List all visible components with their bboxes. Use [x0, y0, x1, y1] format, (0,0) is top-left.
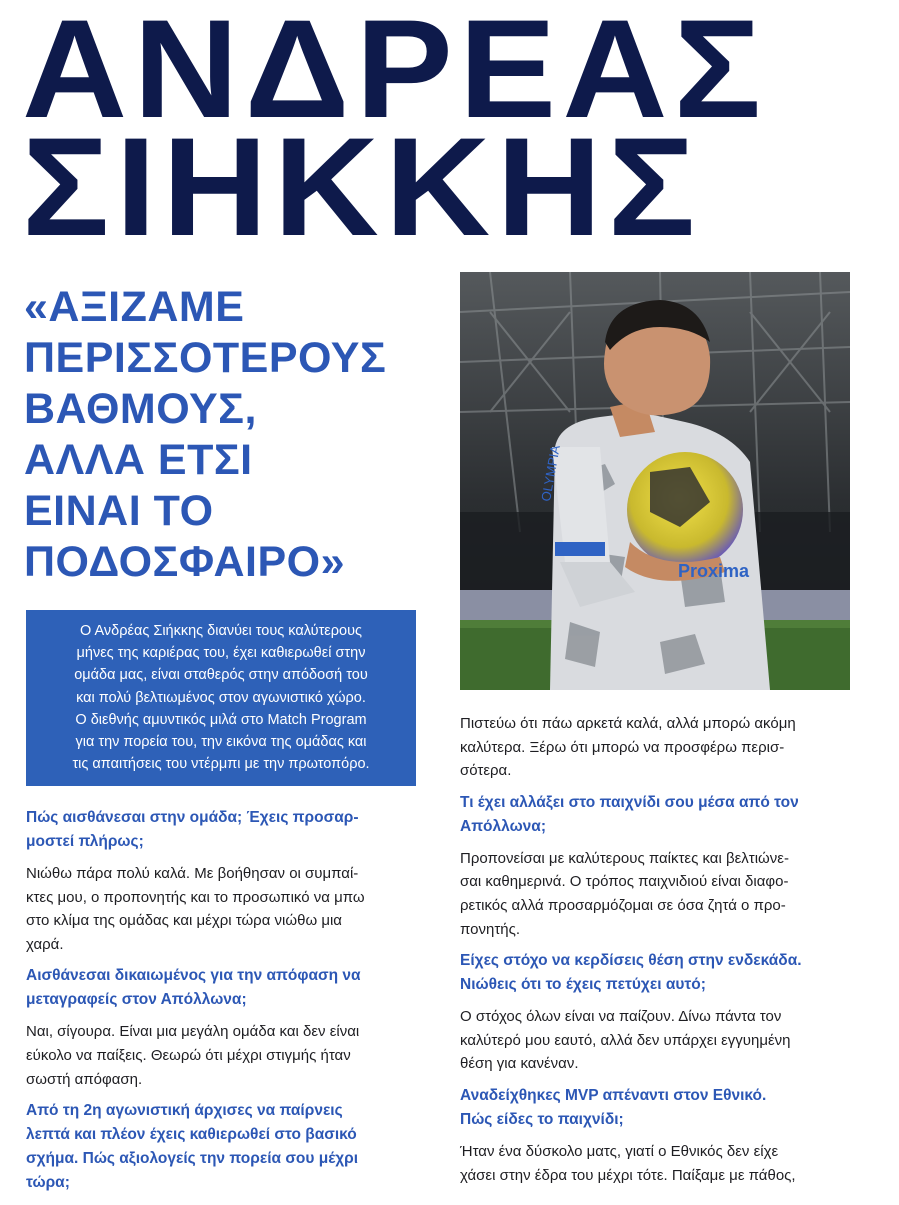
interview-answer: [460, 847, 848, 941]
quote-line: ΠΟΔΟΣΦΑΙΡΟ»: [24, 538, 346, 586]
interview-question: [26, 1099, 414, 1195]
intro-line: Ο διεθνής αμυντικός μιλά στο Match Program: [75, 711, 367, 728]
intro-line: μήνες της καριέρας του, έχει καθιερωθεί στην: [76, 645, 366, 662]
answer-line: σωστή απόφαση.: [26, 1070, 143, 1088]
quote-line: «ΑΞΙΖΑΜΕ: [24, 283, 245, 331]
quote-line: ΑΛΛΑ ΕΤΣΙ: [24, 436, 253, 484]
answer-line: Νιώθω πάρα πολύ καλά. Με βοήθησαν οι συμπαί-: [26, 865, 359, 882]
answer-line: Ο στόχος όλων είναι να παίζουν. Δίνω πάντα τον: [460, 1008, 782, 1026]
answer-line: κτες μου, ο προπονητής και το προσωπικό να μπω: [26, 888, 365, 906]
player-name-line-2: ΣΙΗΚΚΗΣ: [22, 108, 702, 265]
headline-quote: [24, 282, 454, 588]
intro-line: τις απαιτήσεις του ντέρμπι με την πρωτοπόρο.: [72, 756, 370, 773]
answer-line: εύκολο να παίξεις. Θεωρώ ότι μέχρι στιγμής ήταν: [26, 1046, 351, 1064]
answer-line: χάσει στην έδρα του μέχρι τότε. Παίξαμε με πάθος,: [460, 1166, 796, 1184]
answer-line: Πιστεύω ότι πάω αρκετά καλά, αλλά μπορώ ακόμη: [460, 715, 796, 732]
interview-answer: [26, 862, 414, 956]
question-line: σχήμα. Πώς αξιολογείς την πορεία σου μέχρι: [26, 1150, 359, 1168]
question-line: Είχες στόχο να κερδίσεις θέση στην ενδεκάδα.: [460, 952, 802, 970]
intro-box: [26, 610, 416, 786]
interview-question: [460, 791, 848, 839]
interview-answer: [26, 1020, 414, 1091]
intro-line: ομάδα μας, είναι σταθερός στην απόδοσή του: [74, 667, 368, 684]
question-line: λεπτά και πλέον έχεις καθιερωθεί στο βασικό: [26, 1126, 357, 1144]
interview-question: [460, 1084, 848, 1132]
jersey-text-1: OLYMPIA: [538, 443, 563, 503]
question-line: μεταγραφείς στον Απόλλωνα;: [26, 991, 247, 1009]
quote-line: ΠΕΡΙΣΣΟΤΕΡΟΥΣ: [24, 334, 387, 382]
quote-line: ΒΑΘΜΟΥΣ,: [24, 385, 257, 433]
question-line: Από τη 2η αγωνιστική άρχισες να παίρνεις: [26, 1102, 343, 1120]
answer-line: Προπονείσαι με καλύτερους παίκτες και βελτιώνε-: [460, 849, 789, 867]
answer-line: καλύτερα. Ξέρω ότι μπορώ να προσφέρω περισ-: [460, 738, 785, 756]
intro-line: για την πορεία του, την εικόνα της ομάδας και: [75, 734, 367, 751]
answer-line: Ήταν ένα δύσκολο ματς, γιατί ο Εθνικός δεν είχε: [460, 1142, 779, 1160]
answer-line: ρετικός αλλά προσαρμόζομαι σε όσα ζητά ο προ-: [460, 896, 786, 914]
answer-line: πονητής.: [460, 920, 520, 938]
quote-line: ΕΙΝΑΙ ΤΟ: [24, 487, 214, 535]
interview-answer: [460, 712, 848, 783]
answer-line: θέση για κανέναν.: [460, 1055, 579, 1073]
answer-line: καλύτερό μου εαυτό, αλλά δεν υπάρχει εγγυημένη: [460, 1031, 791, 1049]
question-line: Πώς είδες το παιχνίδι;: [460, 1110, 624, 1128]
question-line: Τι έχει αλλάξει στο παιχνίδι σου μέσα από τον: [460, 793, 799, 811]
question-line: Νιώθεις ότι το έχεις πετύχει αυτό;: [460, 976, 706, 994]
answer-line: Ναι, σίγουρα. Είναι μια μεγάλη ομάδα και δεν είναι: [26, 1023, 360, 1041]
answer-line: σαι καθημερινά. Ο τρόπος παιχνιδιού είναι διαφο-: [460, 873, 789, 891]
right-interview-column: [460, 712, 848, 1195]
answer-line: στο κλίμα της ομάδας και μέχρι τώρα νιώθω μια: [26, 912, 342, 930]
player-name-line-1: ΑΝΔΡΕΑΣ: [22, 0, 768, 147]
answer-line: σότερα.: [460, 762, 512, 780]
player-photo-illustration: [460, 272, 850, 690]
intro-line: Ο Ανδρέας Σιήκκης διανύει τους καλύτερους: [80, 623, 362, 639]
interview-answer: [460, 1140, 848, 1187]
left-interview-column: [26, 806, 414, 1203]
question-line: Αναδείχθηκες MVP απέναντι στον Εθνικό.: [460, 1086, 767, 1104]
question-line: τώρα;: [26, 1174, 70, 1192]
answer-line: χαρά.: [26, 935, 64, 953]
question-line: Αισθάνεσαι δικαιωμένος για την απόφαση να: [26, 967, 361, 985]
interview-question: [26, 806, 414, 854]
question-line: Απόλλωνα;: [460, 817, 546, 835]
intro-line: και πολύ βελτιωμένος στον αγωνιστικό χώρο.: [76, 689, 366, 706]
interview-question: [460, 949, 848, 997]
interview-question: [26, 964, 414, 1012]
interview-answer: [460, 1005, 848, 1076]
question-line: Πώς αισθάνεσαι στην ομάδα; Έχεις προσαρ-: [26, 809, 359, 826]
jersey-text-2: Proxima: [678, 561, 750, 581]
player-photo: [460, 272, 850, 690]
question-line: μοστεί πλήρως;: [26, 833, 144, 850]
